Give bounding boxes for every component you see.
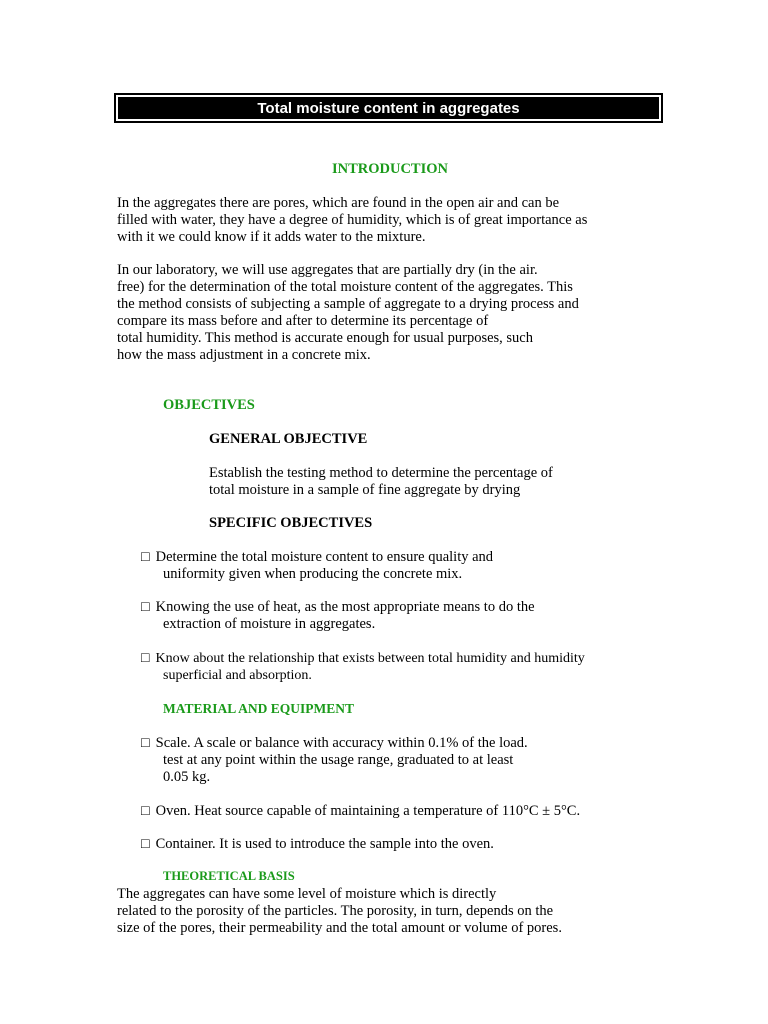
text-line: Establish the testing method to determine the percentage of (209, 465, 553, 481)
checkbox-bullet-icon: □ (141, 651, 150, 666)
text-line: total moisture in a sample of fine aggregate by drying (209, 482, 521, 498)
checkbox-bullet-icon: □ (141, 735, 150, 751)
checkbox-bullet-icon: □ (141, 836, 150, 852)
text-line: size of the pores, their permeability and the total amount or volume of pores. (117, 920, 562, 936)
intro-paragraph-2 (117, 262, 579, 364)
general-objective-text (209, 465, 553, 499)
text-line: with it we could know if it adds water to the mixture. (117, 229, 426, 245)
intro-paragraph-1 (117, 195, 587, 246)
checkbox-bullet-icon: □ (141, 599, 150, 615)
title-box (114, 93, 663, 123)
checkbox-bullet-icon: □ (141, 549, 150, 565)
list-item (141, 836, 494, 853)
list-item (141, 549, 493, 583)
material-heading: MATERIAL AND EQUIPMENT (163, 701, 355, 716)
text-line: In the aggregates there are pores, which are found in the open air and can be (117, 195, 560, 211)
introduction-heading: INTRODUCTION (331, 161, 448, 177)
text-line: filled with water, they have a degree of humidity, which is of great importance as (117, 212, 588, 228)
list-item (141, 650, 585, 684)
list-item-text: superficial and absorption. (163, 668, 312, 683)
text-line: how the mass adjustment in a concrete mix. (117, 347, 371, 363)
list-item-text: extraction of moisture in aggregates. (163, 616, 376, 632)
text-line: The aggregates can have some level of moisture which is directly (117, 886, 497, 902)
list-item-text: uniformity given when producing the concrete mix. (163, 566, 463, 582)
list-item-text: Oven. Heat source capable of maintaining a temperature of 110°C ± 5°C. (155, 803, 581, 819)
text-line: the method consists of subjecting a sample of aggregate to a drying process and (117, 296, 579, 312)
text-line: In our laboratory, we will use aggregates that are partially dry (in the air. (117, 262, 538, 278)
list-item-text: Container. It is used to introduce the sample into the oven. (155, 836, 494, 852)
list-item-text: Scale. A scale or balance with accuracy within 0.1% of the load. (155, 735, 528, 751)
theoretical-heading: THEORETICAL BASIS (163, 869, 295, 883)
list-item (141, 803, 580, 820)
text-line: total humidity. This method is accurate enough for usual purposes, such (117, 330, 533, 346)
checkbox-bullet-icon: □ (141, 803, 150, 819)
theoretical-paragraph (117, 886, 562, 937)
list-item-text: 0.05 kg. (163, 769, 211, 785)
list-item-text: Knowing the use of heat, as the most appropriate means to do the (155, 599, 535, 615)
list-item-text: test at any point within the usage range, graduated to at least (163, 752, 514, 768)
list-item-text: Know about the relationship that exists between total humidity and humidity (155, 651, 585, 666)
list-item-text: Determine the total moisture content to ensure quality and (155, 549, 494, 565)
text-line: related to the porosity of the particles. The porosity, in turn, depends on the (117, 903, 554, 919)
list-item (141, 599, 535, 633)
objectives-heading: OBJECTIVES (163, 397, 255, 413)
text-line: free) for the determination of the total moisture content of the aggregates. This (117, 279, 573, 295)
general-objective-heading: GENERAL OBJECTIVE (209, 431, 368, 447)
document-title: Total moisture content in aggregates (118, 97, 659, 119)
specific-objectives-heading: SPECIFIC OBJECTIVES (209, 515, 373, 531)
list-item (141, 735, 528, 786)
text-line: compare its mass before and after to determine its percentage of (117, 313, 489, 329)
